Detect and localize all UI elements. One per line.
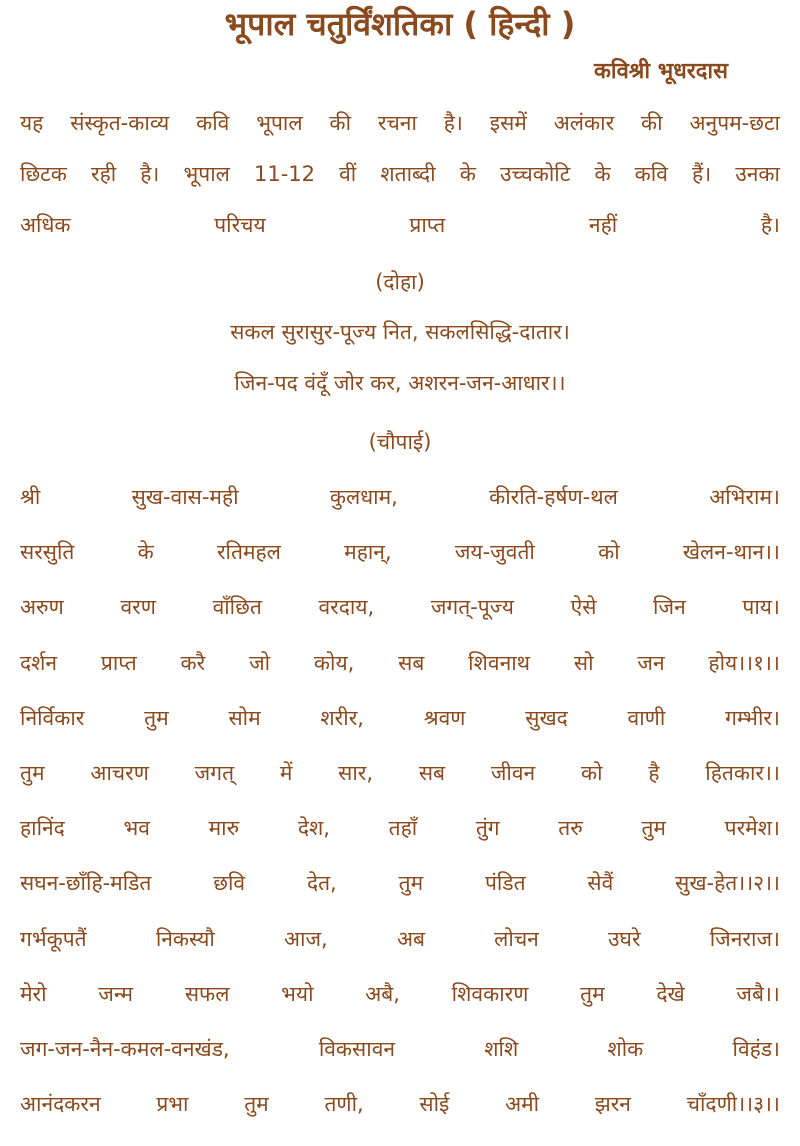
verse-word: भव bbox=[123, 816, 150, 840]
verse-word: को bbox=[598, 540, 620, 564]
verse-word: सुखद bbox=[525, 706, 568, 730]
verse-word: में bbox=[279, 761, 293, 785]
verse-word: जिनराज। bbox=[709, 927, 780, 951]
verse-word: प्रभा bbox=[156, 1092, 189, 1116]
chaupai-line bbox=[20, 537, 780, 567]
verse-word: मारु bbox=[208, 816, 240, 840]
chaupai-heading: (चौपाई) bbox=[368, 430, 432, 454]
verse-word: तहाँ bbox=[388, 816, 418, 840]
verse-word: शिवकारण bbox=[451, 982, 529, 1006]
verse-word: तुम bbox=[244, 1092, 269, 1116]
verse-word: रतिमहल bbox=[216, 540, 281, 564]
verse-word: जय-जुवती bbox=[454, 540, 535, 564]
verse-word: जन्म bbox=[98, 982, 134, 1006]
intro-paragraph bbox=[20, 98, 780, 251]
verse-word: सोम bbox=[228, 706, 261, 730]
verse-word: तुम bbox=[20, 761, 45, 785]
verse-word: जो bbox=[249, 651, 271, 675]
verse-word: सोई bbox=[419, 1092, 450, 1116]
verse-word: निकस्यौ bbox=[155, 927, 215, 951]
verse-word: पाय। bbox=[742, 595, 780, 619]
verse-word: जगत् bbox=[194, 761, 235, 785]
verse-word: निर्विकार bbox=[20, 706, 85, 730]
verse-word: तणी, bbox=[324, 1092, 364, 1116]
verse-word: लोचन bbox=[494, 927, 539, 951]
verse-word: जगत्-पूज्य bbox=[430, 595, 514, 619]
verse-word: वरदाय, bbox=[318, 595, 375, 619]
verse-word: देखे bbox=[656, 982, 685, 1006]
intro-line: छिटक रही है। भूपाल 11-12 वीं शताब्दी के उच्चकोटि के कवि हैं। उनका bbox=[20, 162, 780, 186]
verse-word: सरसुति bbox=[20, 540, 75, 564]
verse-word: परमेश। bbox=[724, 816, 780, 840]
verse-word: देश, bbox=[297, 816, 330, 840]
verse-word: है bbox=[648, 761, 660, 785]
verse-word: विकसावन bbox=[318, 1037, 396, 1061]
verse-word: छवि bbox=[213, 871, 246, 895]
author-name: कविश्री भूधरदास bbox=[593, 59, 728, 84]
verse-word: होय।।१।। bbox=[708, 651, 780, 675]
verse-word: सघन-छाँहि-मडित bbox=[20, 871, 152, 895]
verse-word: कीरति-हर्षण-थल bbox=[489, 485, 618, 509]
verse-word: तुम bbox=[641, 816, 666, 840]
verse-word: अबै, bbox=[365, 982, 400, 1006]
verse-word: शिवनाथ bbox=[468, 651, 531, 675]
verse-word: कोय, bbox=[313, 651, 355, 675]
verse-word: विहंड। bbox=[732, 1037, 780, 1061]
chaupai-line bbox=[20, 758, 780, 788]
chaupai-line bbox=[20, 813, 780, 843]
verse-word: शरीर, bbox=[320, 706, 364, 730]
verse-word: तुंग bbox=[475, 816, 500, 840]
verse-word: के bbox=[137, 540, 154, 564]
verse-word: आज, bbox=[284, 927, 328, 951]
verse-word: महान्, bbox=[344, 540, 392, 564]
verse-word: सुख-वास-मही bbox=[131, 485, 239, 509]
verse-word: सार, bbox=[338, 761, 374, 785]
verse-word: देत, bbox=[306, 871, 337, 895]
verse-word: तुम bbox=[398, 871, 424, 895]
verse-word: भयो bbox=[281, 982, 314, 1006]
verse-word: जबै।। bbox=[736, 982, 780, 1006]
doha-line: सकल सुरासुर-पूज्य नित, सकलसिद्धि-दातार। bbox=[230, 320, 570, 344]
verse-word: झरन bbox=[594, 1092, 631, 1116]
verse-word: खेलन-थान।। bbox=[682, 540, 780, 564]
verse-word: हितकार।। bbox=[705, 761, 780, 785]
verse-word: अभिराम। bbox=[709, 485, 780, 509]
verse-word: अमी bbox=[505, 1092, 540, 1116]
verse-word: गम्भीर। bbox=[725, 706, 780, 730]
chaupai-line bbox=[20, 482, 780, 512]
verse-word: तरु bbox=[558, 816, 583, 840]
chaupai-line bbox=[20, 1089, 780, 1119]
verse-word: सो bbox=[573, 651, 594, 675]
verse-word: ऐसे bbox=[570, 595, 597, 619]
chaupai-line bbox=[20, 648, 780, 678]
chaupai-line bbox=[20, 703, 780, 733]
verse-word: सफल bbox=[184, 982, 230, 1006]
verse-word: प्राप्त bbox=[100, 651, 137, 675]
chaupai-line bbox=[20, 868, 780, 898]
verse-word: सब bbox=[418, 761, 446, 785]
verse-word: को bbox=[580, 761, 603, 785]
verse-word: चाँदणी।।३।। bbox=[686, 1092, 780, 1116]
verse-word: श्रवण bbox=[423, 706, 466, 730]
chaupai-line bbox=[20, 979, 780, 1009]
verse-word: शोक bbox=[607, 1037, 644, 1061]
verse-word: करै bbox=[180, 651, 206, 675]
verse-word: जग-जन-नैन-कमल-वनखंड, bbox=[20, 1037, 230, 1061]
verse-word: सब bbox=[398, 651, 425, 675]
verse-word: गर्भकूपतैं bbox=[20, 927, 87, 951]
verse-word: वाँछित bbox=[212, 595, 262, 619]
doha-line: जिन-पद वंदूँ जोर कर, अशरन-जन-आधार।। bbox=[234, 371, 566, 395]
chaupai-line bbox=[20, 592, 780, 622]
verse-word: तुम bbox=[144, 706, 169, 730]
verse-word: कुलधाम, bbox=[329, 485, 398, 509]
verse-word: वाणी bbox=[627, 706, 666, 730]
verse-word: दर्शन bbox=[20, 651, 58, 675]
chaupai-line bbox=[20, 1034, 780, 1064]
verse-word: सुख-हेत।।२।। bbox=[675, 871, 780, 895]
verse-word: पंडित bbox=[484, 871, 526, 895]
verse-word: आनंदकरन bbox=[20, 1092, 101, 1116]
verse-word: श्री bbox=[20, 485, 41, 509]
verse-word: सेवैं bbox=[587, 871, 614, 895]
verse-word: हानिंद bbox=[20, 816, 65, 840]
verse-word: जिन bbox=[653, 595, 686, 619]
verse-word: जीवन bbox=[490, 761, 536, 785]
intro-line: यह संस्कृत-काव्य कवि भूपाल की रचना है। इसमें अलंकार की अनुपम-छटा bbox=[20, 111, 780, 135]
verse-word: अब bbox=[396, 927, 425, 951]
verse-word: उघरे bbox=[608, 927, 641, 951]
verse-word: शशि bbox=[484, 1037, 519, 1061]
verse-word: वरण bbox=[120, 595, 156, 619]
verse-word: आचरण bbox=[90, 761, 149, 785]
doha-heading: (दोहा) bbox=[375, 270, 425, 294]
verse-word: जन bbox=[637, 651, 665, 675]
intro-line: अधिक परिचय प्राप्त नहीं है। bbox=[20, 213, 780, 237]
page-title: भूपाल चतुर्विंशतिका ( हिन्दी ) bbox=[224, 5, 576, 43]
verse-word: मेरो bbox=[20, 982, 47, 1006]
verse-word: तुम bbox=[580, 982, 605, 1006]
chaupai-line bbox=[20, 924, 780, 954]
verse-word: अरुण bbox=[20, 595, 64, 619]
